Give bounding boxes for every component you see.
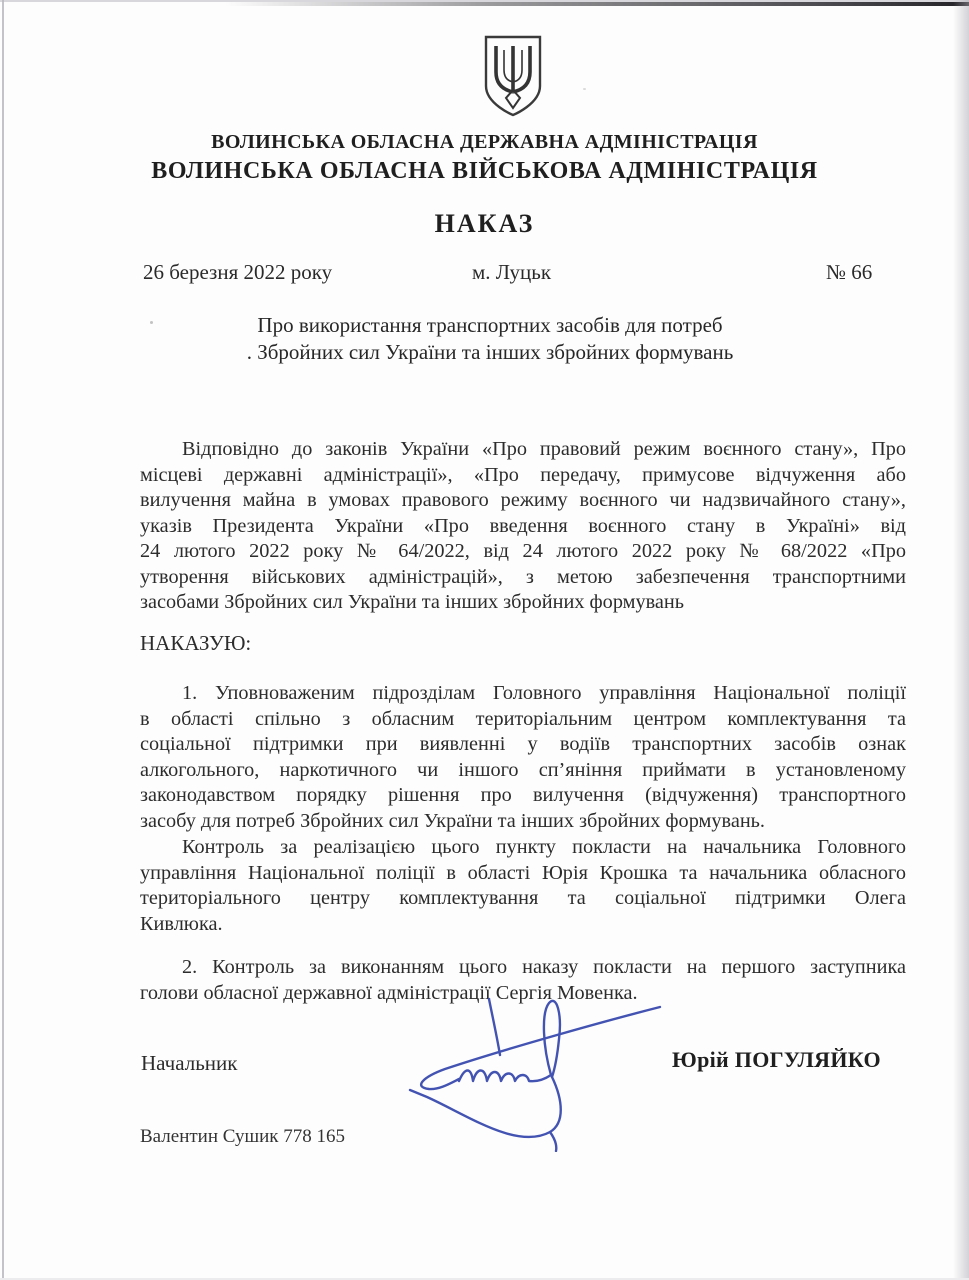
executor-contact: Валентин Сушик 778 165: [140, 1126, 345, 1147]
item2-line: голови обласної державної адміністрації Сергія Мовенка.: [140, 981, 638, 1004]
coat-of-arms-icon: [482, 34, 544, 125]
control-line: Контроль за реалізацією цього пункту покласти на начальника Головного: [182, 836, 906, 858]
document-number: № 66: [826, 260, 873, 284]
control-line: управління Національної поліції в області Юрія Крошка та начальника обласного: [140, 861, 906, 884]
org-name-state-administration: ВОЛИНСЬКА ОБЛАСНА ДЕРЖАВНА АДМІНІСТРАЦІЯ: [211, 131, 758, 153]
document-date: 26 березня 2022 року: [143, 260, 333, 284]
signer-position-title: Начальник: [141, 1051, 238, 1075]
subject-line-1: Про використання транспортних засобів для потреб: [257, 313, 723, 337]
preamble-line: Відповідно до законів України «Про правовий режим воєнного стану», Про: [182, 438, 906, 460]
document-city: м. Луцьк: [472, 260, 552, 284]
handwritten-signature-icon: [405, 997, 670, 1157]
item1-line: засобу для потреб Збройних сил України та інших збройних формувань.: [140, 809, 765, 832]
control-line: територіального центру комплектування та соціальної підтримки Олега: [140, 887, 906, 909]
scan-speck: [583, 88, 586, 90]
preamble-line: 24 лютого 2022 року № 64/2022, від 24 лютого 2022 року № 68/2022 «Про: [140, 540, 906, 562]
preamble-line: указів Президента України «Про введення воєнного стану в Україні» від: [140, 514, 906, 537]
preamble-line: утворення військових адміністрацій», з метою забезпечення транспортними: [140, 565, 906, 588]
scan-edge-right: [953, 0, 969, 1280]
subject-line-2: . Збройних сил України та інших збройних формувань: [246, 340, 734, 364]
control-line: Кивлюка.: [140, 912, 223, 935]
org-name-military-administration: ВОЛИНСЬКА ОБЛАСНА ВІЙСЬКОВА АДМІНІСТРАЦІЯ: [151, 158, 818, 184]
scan-edge-left: [2, 0, 4, 1280]
item1-line: законодавством порядку рішення про вилучення (відчуження) транспортного: [140, 784, 906, 806]
signer-name: Юрій ПОГУЛЯЙКО: [672, 1047, 881, 1072]
preamble-line: засобами Збройних сил України та інших збройних формувань: [140, 591, 685, 613]
preamble-line: місцеві державні адміністрації», «Про передачу, примусове відчуження або: [140, 463, 906, 486]
item2-line: 2. Контроль за виконанням цього наказу покласти на першого заступника: [182, 956, 906, 978]
order-word: НАКАЗУЮ:: [140, 631, 252, 655]
scan-edge-top-shadow: [225, 2, 969, 6]
scan-edge-top: [0, 0, 969, 2]
item1-line: алкогольного, наркотичного чи іншого сп’яніння приймати в установленому: [140, 758, 906, 781]
item1-line: в області спільно з обласним територіальним центром комплектування та: [140, 707, 906, 730]
item1-line: соціальної підтримки при виявленні у водіїв транспортних засобів ознак: [140, 733, 906, 755]
item1-line: 1. Уповноваженим підрозділам Головного управління Національної поліції: [182, 682, 906, 704]
preamble-line: вилучення майна в умовах правового режиму воєнного чи надзвичайного стану»,: [140, 489, 906, 511]
document-type-title: НАКАЗ: [434, 209, 535, 238]
